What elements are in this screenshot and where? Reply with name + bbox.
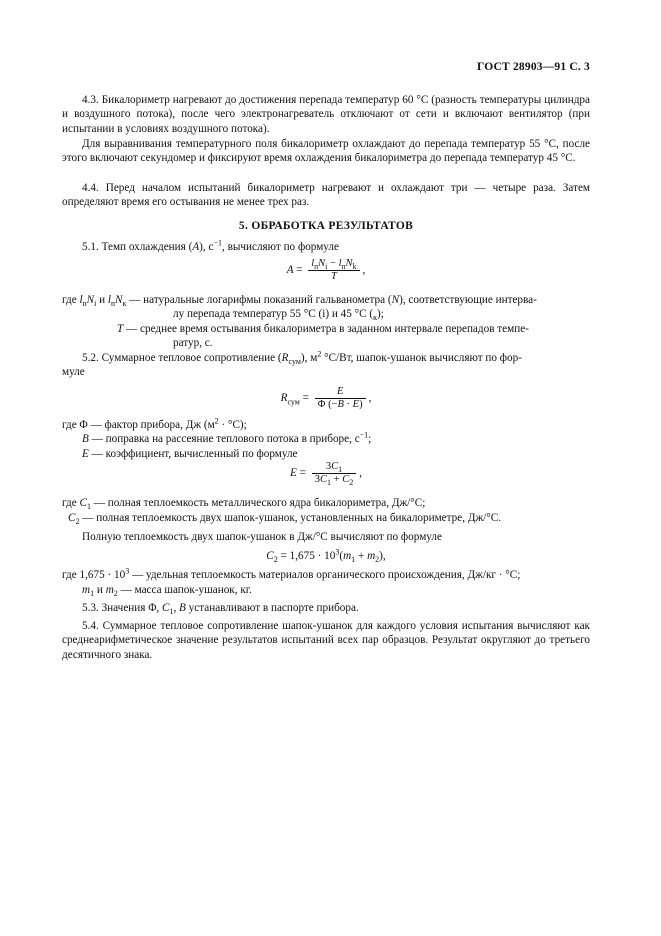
- legend-row: $m_1$ и $m_2$ — масса шапок-ушанок, кг.: [82, 584, 252, 599]
- paragraph-5-4: 5.4. Суммарное тепловое сопротивление шапок-ушанок для каждого условия испытания вычисляют как среднеарифметическое значение результатов испытаний всех пар образцов. Результат округляют до третьего десятичного знака.: [62, 620, 590, 661]
- legend-row: $C_2$ — полная теплоемкость двух шапок-ушанок, установленных на бикалориметре, Дж/°С.: [68, 512, 502, 527]
- formula-thermal-resistance: $R_{сум}$ = $\frac{E}{\Phi (-B \cdot E)}$ ,: [280, 386, 372, 410]
- legend-row: где Φ — фактор прибора, Дж $(м^2 \cdot ^\circ С)$;: [62, 416, 247, 431]
- legend-row: T — среднее время остывания бикалориметра в заданном интервале перепадов темпе-: [117, 323, 529, 335]
- formula-temp-rate: A = $\frac{l_nN_i - l_nN_k}{T}$ ,: [286, 258, 366, 282]
- legend-row: ратур, с.: [173, 337, 213, 349]
- legend-row: где $l_nN_i$ и $l_nN_к$ — натуральные логарифмы показаний гальванометра (N), соответствующие интерва-: [62, 294, 537, 309]
- legend-row: лу перепада температур 55 °С (i) и 45 °С $(_к)$;: [173, 308, 384, 323]
- fraction: $\frac{3C_1}{3C_1 + C_2}$: [312, 461, 356, 486]
- paragraph-5-1: 5.1. Темп охлаждения (A), $с^{-1}$, вычисляют по формуле: [82, 238, 339, 253]
- paragraph-full-capacity: Полную теплоемкость двух шапок-ушанок в Дж/°С вычисляют по формуле: [82, 531, 442, 543]
- legend-row: где $1,675 \cdot 10^3$ — удельная теплоемкость материалов органического происхождения, Дж/кг · °С;: [62, 566, 521, 581]
- fraction: $\frac{E}{\Phi (-B \cdot E)}$: [315, 386, 366, 411]
- paragraph-5-2: 5.2. Суммарное тепловое сопротивление $(R_{сум})$, $м^2$ °С/Вт, шапок-ушанок вычисляют по фор- муле: [62, 349, 522, 379]
- paragraph-4-4: 4.4. Перед началом испытаний бикалориметр нагревают и охлаждают три — четыре раза. Затем определяют время его остывания не менее трех раз.: [62, 182, 590, 209]
- fraction: $\frac{l_nN_i - l_nN_k}{T}$: [308, 258, 359, 283]
- page-header: ГОСТ 28903—91 С. 3: [477, 61, 590, 73]
- paragraph-4-3: 4.3. Бикалориметр нагревают до достижения перепада температур 60 °С (разность температуры цилиндра и воздушного потока), после чего электронагреватель отключают от сети и включают вентилятор (при испытании в условиях воздушного потока).: [62, 94, 590, 135]
- formula-coefficient-e: E = $\frac{3C_1}{3C_1 + C_2}$ ,: [290, 461, 362, 488]
- paragraph-5-3: 5.3. Значения Φ, $C_1$, B устанавливают в паспорте прибора.: [82, 602, 359, 617]
- legend-row: E — коэффициент, вычисленный по формуле: [82, 448, 298, 460]
- legend-row: где $C_1$ — полная теплоемкость металлического ядра бикалориметра, Дж/°С;: [62, 497, 426, 512]
- formula-c2: $C_2 = 1,675 \cdot 10^3(m_1 + m_2)$,: [266, 547, 386, 565]
- section-5-heading: 5. ОБРАБОТКА РЕЗУЛЬТАТОВ: [238, 220, 414, 232]
- paragraph-alignment: Для выравнивания температурного поля бикалориметр охлаждают до перепада температур 55 °С, после этого включают секундомер и фиксируют время охлаждения бикалориметра до перепада температур 45 °С.: [62, 138, 590, 165]
- legend-row: B — поправка на рассеяние теплового потока в приборе, $с^{-1}$;: [82, 430, 372, 445]
